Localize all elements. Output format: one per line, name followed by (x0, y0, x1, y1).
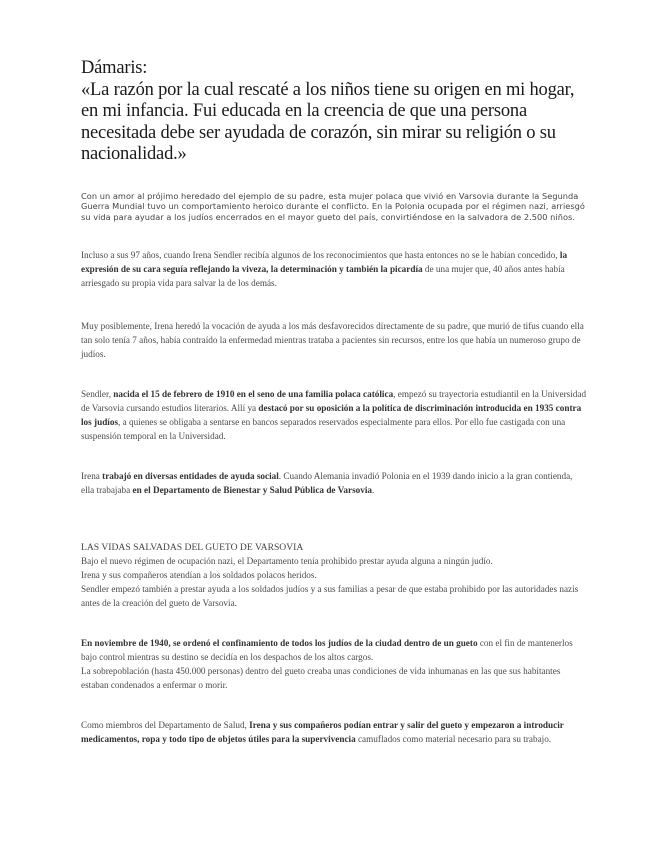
paragraph-3-text-e: , a quienes se obligaba a sentarse en bancos separados reservados especialmente para ellos. Por ello fue castigada con una suspensión temporal en la Universidad. (81, 417, 566, 441)
paragraph-4-bold-department: en el Departamento de Bienestar y Salud Pública de Varsovia (132, 485, 373, 495)
paragraph-3 (81, 387, 587, 443)
paragraph-1-bold: la expresión de su cara seguía reflejando la viveza, la determinación y también la picardía (81, 250, 568, 274)
paragraph-1 (81, 248, 587, 290)
paragraph-6 (81, 636, 587, 692)
paragraph-5-line-1: Bajo el nuevo régimen de ocupación nazi, el Departamento tenía prohibido prestar ayuda alguna a ningún judío. (81, 556, 493, 566)
paragraph-3-text-a: Sendler, (81, 389, 114, 399)
paragraph-4-text-e: . (372, 485, 375, 495)
quote-text: «La razón por la cual rescaté a los niños tiene su origen en mi hogar, en mi infancia. Fui educada en la creencia de que una persona necesitada debe ser ayudada de corazón, sin mirar su religión o su nacionalidad.» (81, 79, 575, 164)
paragraph-1-text-a: Incluso a sus 97 años, cuando Irena Sendler recibía algunos de los reconocimientos que hasta entonces no se le habían concedido, (81, 250, 560, 260)
paragraph-6-text-c: La sobrepoblación (hasta 450.000 personas) dentro del gueto creaba unas condiciones de vida inhumanas en las que sus habitantes estaban condenados a enfermar o morir. (81, 666, 561, 690)
paragraph-6-bold: En noviembre de 1940, se ordenó el confinamiento de todos los judíos de la ciudad dentro de un gueto (81, 638, 478, 648)
paragraph-6-text-b: con el fin de mantenerlos bajo control mientras su destino se decidía en los despachos de los altos cargos. (81, 638, 573, 662)
paragraph-6-first (81, 636, 587, 664)
paragraph-1-text-c: de una mujer que, 40 años antes había arriesgado su propia vida para salvar la de los demás. (81, 264, 565, 288)
paragraph-7 (81, 718, 587, 746)
paragraph-3-bold-opposition: destacó por su oposición a la política de discriminación introducida en 1935 contra los judíos (81, 403, 582, 427)
paragraph-5-line-2: Irena y sus compañeros atendían a los soldados polacos heridos. (81, 570, 317, 580)
paragraph-7-text-a: Como miembros del Departamento de Salud, (81, 720, 250, 730)
paragraph-5 (81, 554, 587, 610)
paragraph-2: Muy posiblemente, Irena heredó la vocación de ayuda a los más desfavorecidos directamente de su padre, que murió de tifus cuando ella tan solo tenía 7 años, había contraído la enfermedad mientras trataba a pacientes sin recursos, entre los que había un numeroso grupo de judíos. (81, 321, 584, 359)
section-title: LAS VIDAS SALVADAS DEL GUETO DE VARSOVIA (81, 542, 304, 553)
paragraph-4-text-a: Irena (81, 471, 103, 481)
paragraph-4-bold-work: trabajó en diversas entidades de ayuda social (102, 471, 279, 481)
quote-block (81, 58, 587, 166)
paragraph-4 (81, 469, 587, 497)
intro-paragraph: Con un amor al prójimo heredado del ejemplo de su padre, esta mujer polaca que vivió en Varsovia durante la Segunda Guerra Mundial tuvo un comportamiento heroico durante el conflicto. En la Polonia ocupada por el régimen nazi, arriesgó su vida para ayudar a los judíos encerrados en el mayor gueto del país, convirtiéndose en la salvadora de 2.500 niños. (81, 190, 585, 222)
paragraph-7-bold: Irena y sus compañeros podían entrar y salir del gueto y empezaron a introducir medicamentos, ropa y todo tipo de objetos útiles para la supervivencia (81, 720, 564, 744)
paragraph-7-text-c: camuflados como material necesario para su trabajo. (355, 734, 552, 744)
paragraph-4-text-c: . Cuando Alemania invadió Polonia en el 1939 dando inicio a la gran contienda, ella trabajaba (81, 471, 573, 495)
paragraph-5-line-3: Sendler empezó también a prestar ayuda a los soldados judíos y a sus familias a pesar de que estaba prohibido por las autoridades nazis antes de la creación del gueto de Varsovia. (81, 584, 579, 608)
quote-speaker: Dámaris: (81, 58, 148, 78)
document-page (81, 58, 587, 746)
paragraph-3-bold-birth: nacida el 15 de febrero de 1910 en el seno de una familia polaca católica (113, 389, 394, 399)
paragraph-3-text-c: , empezó su trayectoria estudiantil en la Universidad de Varsovia cursando estudios literarios. Allí ya (81, 389, 587, 413)
